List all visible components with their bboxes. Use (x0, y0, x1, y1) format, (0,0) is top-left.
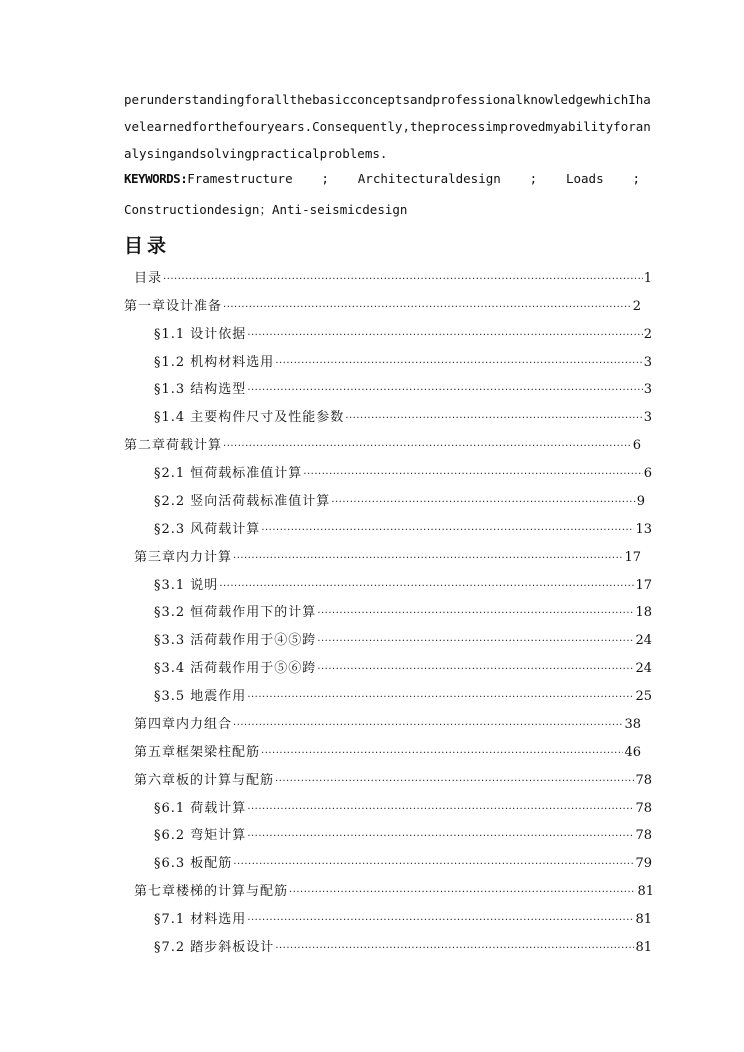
toc-entry[interactable] (134, 546, 641, 566)
toc-dot-leader (345, 413, 642, 424)
toc-entry-page: 6 (632, 438, 641, 453)
toc-entry[interactable] (154, 936, 652, 956)
toc-entry[interactable] (134, 741, 641, 761)
toc-entry-title: 第五章框架梁柱配筋 (134, 745, 261, 760)
toc-heading: 目录 (124, 235, 171, 257)
toc-entry-title: §3.1 说明 (154, 578, 219, 593)
toc-entry-title: 第四章内力组合 (134, 717, 233, 732)
toc-dot-leader (233, 720, 623, 731)
toc-entry-title: 第一章设计准备 (124, 299, 223, 314)
toc-dot-leader (275, 943, 634, 954)
toc-entry[interactable] (154, 490, 645, 510)
toc-entry-page: 78 (635, 828, 652, 843)
toc-dot-leader (275, 776, 634, 787)
toc-dot-leader (233, 859, 634, 870)
toc-entry-page: 17 (635, 578, 652, 593)
toc-entry-page: 3 (643, 410, 652, 425)
toc-entry[interactable] (154, 406, 652, 426)
toc-entry[interactable] (154, 601, 652, 621)
toc-dot-leader (247, 915, 634, 926)
toc-entry-page: 6 (643, 466, 652, 481)
keyword-item: Architecturaldesign (357, 171, 501, 186)
toc-entry[interactable] (134, 713, 641, 733)
toc-entry-page: 78 (635, 773, 652, 788)
toc-entry[interactable] (154, 797, 652, 817)
toc-dot-leader (219, 581, 634, 592)
toc-entry-title: §1.4 主要构件尺寸及性能参数 (154, 410, 345, 425)
toc-entry-page: 3 (643, 355, 652, 370)
toc-dot-leader (163, 274, 643, 285)
toc-entry[interactable] (154, 685, 652, 705)
toc-entry-page: 25 (635, 689, 652, 704)
toc-entry[interactable] (154, 462, 652, 482)
toc-dot-leader (261, 525, 634, 536)
toc-dot-leader (317, 608, 634, 619)
keyword-item: Loads (565, 171, 604, 186)
toc-entry-title: 第三章内力计算 (134, 550, 233, 565)
toc-entry[interactable] (154, 323, 652, 343)
keyword-separator: ; (321, 171, 329, 186)
toc-entry-page: 24 (635, 633, 652, 648)
toc-dot-leader (247, 831, 634, 842)
toc-entry-title: §3.5 地震作用 (154, 689, 247, 704)
toc-entry-page: 38 (624, 717, 641, 732)
toc-entry-page: 46 (624, 745, 641, 760)
toc-dot-leader (223, 302, 632, 313)
toc-entry-title: §7.2 踏步斜板设计 (154, 940, 275, 955)
toc-entry-title: §1.3 结构选型 (154, 382, 247, 397)
toc-entry[interactable] (134, 880, 654, 900)
keyword-item: Framestructure (187, 171, 293, 186)
toc-dot-leader (331, 497, 635, 508)
toc-entry-page: 2 (643, 327, 652, 342)
toc-entry-page: 18 (635, 605, 652, 620)
toc-entry-page: 79 (635, 856, 652, 871)
toc-entry-page: 24 (635, 661, 652, 676)
toc-dot-leader (247, 804, 634, 815)
toc-entry[interactable] (134, 267, 652, 287)
toc-dot-leader (247, 385, 642, 396)
toc-entry-page: 81 (635, 940, 652, 955)
toc-dot-leader (317, 636, 634, 647)
keyword-separator: ; (529, 171, 538, 186)
toc-entry-title: §7.1 材料选用 (154, 912, 247, 927)
toc-entry-title: 第七章楼梯的计算与配筋 (134, 884, 289, 899)
toc-entry-title: §1.1 设计依据 (154, 327, 247, 342)
toc-entry[interactable] (124, 434, 641, 454)
toc-entry-page: 17 (624, 550, 641, 565)
toc-entry-page: 1 (643, 271, 652, 286)
toc-entry-title: §2.2 竖向活荷载标准值计算 (154, 494, 331, 509)
toc-entry-page: 9 (636, 494, 645, 509)
toc-entry-title: §6.2 弯矩计算 (154, 828, 247, 843)
toc-entry-title: §6.1 荷载计算 (154, 801, 247, 816)
toc-entry-title: §1.2 机构材料选用 (154, 355, 275, 370)
toc-entry[interactable] (154, 908, 652, 928)
toc-entry[interactable] (154, 629, 652, 649)
toc-dot-leader (289, 887, 636, 898)
toc-entry-title: §2.1 恒荷载标准值计算 (154, 466, 303, 481)
toc-entry[interactable] (154, 657, 652, 677)
toc-entry-page: 2 (632, 299, 641, 314)
toc-entry-title: §3.3 活荷载作用于④⑤跨 (154, 633, 317, 648)
keywords-label: KEYWORDS: (124, 171, 188, 186)
toc-entry-title: §2.3 风荷载计算 (154, 522, 261, 537)
toc-entry-title: 目录 (134, 271, 163, 286)
toc-entry-title: §6.3 板配筋 (154, 856, 233, 871)
toc-entry-title: 第六章板的计算与配筋 (134, 773, 275, 788)
toc-entry[interactable] (154, 351, 652, 371)
toc-entry[interactable] (154, 574, 652, 594)
toc-entry-page: 13 (635, 522, 652, 537)
toc-dot-leader (317, 664, 634, 675)
toc-dot-leader (303, 469, 642, 480)
toc-entry[interactable] (154, 378, 652, 398)
toc-entry[interactable] (134, 769, 652, 789)
abstract-line: alysingandsolvingpracticalproblems. (124, 146, 388, 161)
abstract-line: perunderstandingforallthebasicconceptsandprofessionalknowledgewhichIha (124, 92, 651, 107)
toc-entry-title: §3.4 活荷载作用于⑤⑥跨 (154, 661, 317, 676)
toc-entry-page: 81 (637, 884, 654, 899)
toc-entry[interactable] (154, 824, 652, 844)
toc-entry-title: §3.2 恒荷载作用下的计算 (154, 605, 317, 620)
toc-entry-page: 81 (635, 912, 652, 927)
toc-entry[interactable] (154, 518, 652, 538)
toc-dot-leader (261, 748, 623, 759)
toc-dot-leader (247, 692, 634, 703)
keywords-line-2: Constructiondesign；Anti-seismicdesign (124, 202, 408, 217)
toc-entry-title: 第二章荷载计算 (124, 438, 223, 453)
toc-entry-page: 78 (635, 801, 652, 816)
toc-entry[interactable] (154, 852, 652, 872)
toc-dot-leader (275, 358, 642, 369)
toc-entry-page: 3 (643, 382, 652, 397)
toc-dot-leader (233, 553, 623, 564)
toc-dot-leader (247, 330, 642, 341)
toc-dot-leader (223, 441, 632, 452)
toc-entry[interactable] (124, 295, 641, 315)
keyword-separator: ; (632, 171, 640, 186)
abstract-line: velearnedforthefouryears.Consequently,theprocessimprovedmyabilityforan (124, 119, 651, 134)
